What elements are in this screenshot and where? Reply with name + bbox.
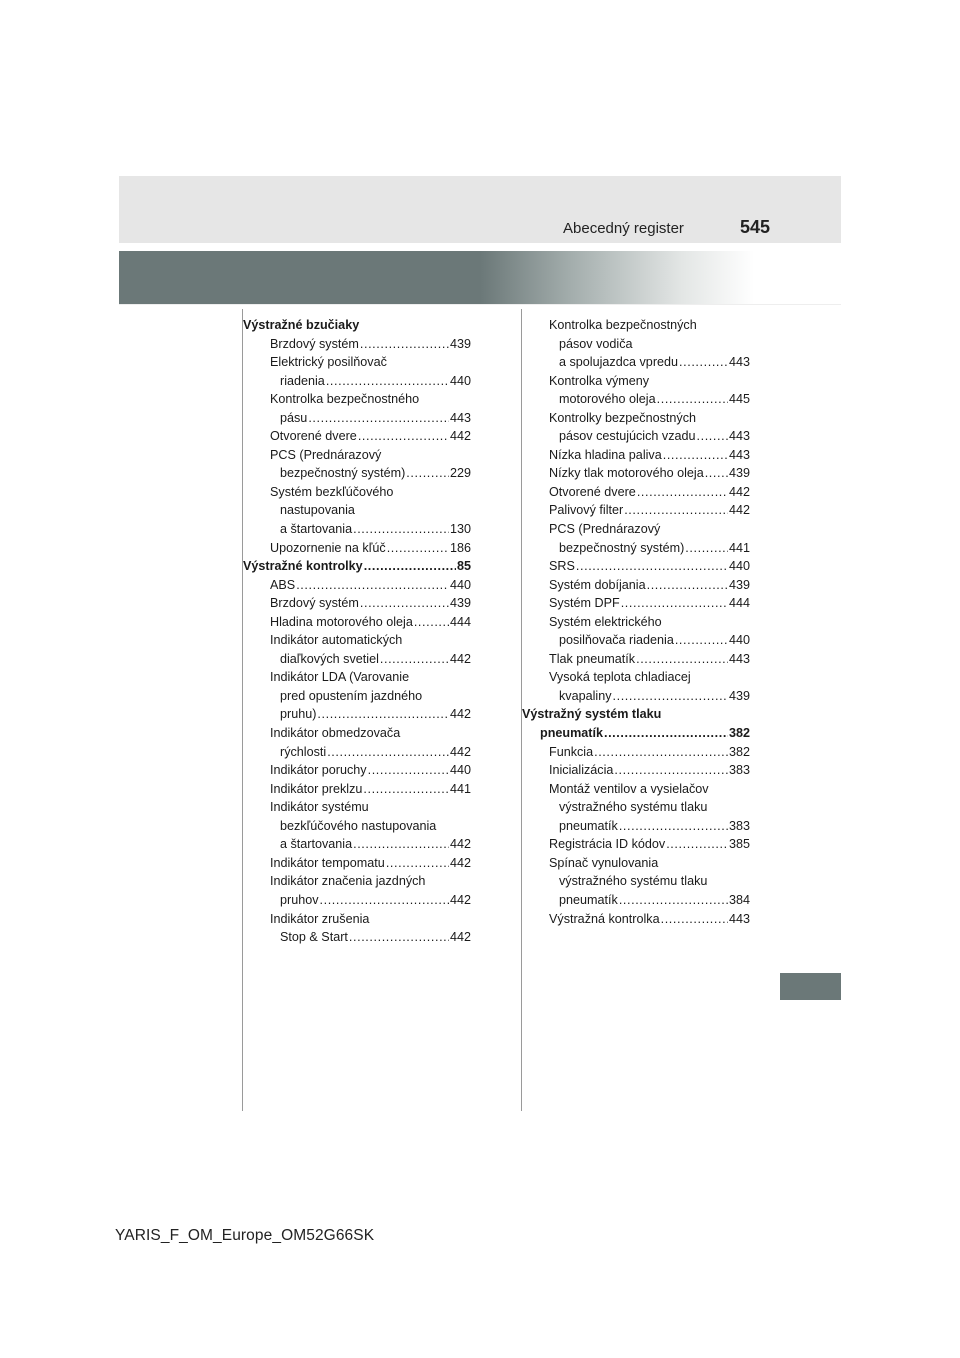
index-entry-page: 441 [728,540,750,555]
page-number: 545 [740,217,771,237]
header-divider [119,304,841,305]
dot-leader [666,835,728,854]
dot-leader [576,557,728,576]
dot-leader [368,761,449,780]
index-entry [522,613,750,632]
index-column-right [522,316,750,928]
index-entry [522,761,750,780]
dot-leader [679,353,728,372]
index-entry [243,427,471,446]
index-entry-page: 443 [728,651,750,666]
index-entry-page: 442 [449,429,471,444]
index-entry [243,724,471,743]
index-entry-text: Brzdový systém [270,596,359,611]
dot-leader [406,464,449,483]
index-entry [522,724,750,743]
index-entry-text: Výstražný systém tlaku [522,707,662,722]
dot-leader [705,464,728,483]
index-entry [522,520,750,539]
index-entry-page: 439 [449,336,471,351]
index-entry-text: Kontrolka výmeny [549,373,650,388]
index-entry-page: 439 [449,596,471,611]
index-entry-text: Elektrický posilňovač [270,355,387,370]
index-entry [522,668,750,687]
dot-leader [364,557,456,576]
index-entry [243,872,471,891]
index-entry-page: 441 [449,781,471,796]
dot-leader [636,650,728,669]
index-entry [243,446,471,465]
index-entry [522,446,750,465]
index-entry-page: 440 [728,559,750,574]
index-entry-page: 382 [728,726,750,741]
dot-leader [685,539,728,558]
index-entry [243,483,471,502]
index-entry [522,316,750,335]
index-entry [243,353,471,372]
dot-leader [604,724,728,743]
index-entry-page: 442 [449,744,471,759]
index-entry-page: 443 [449,410,471,425]
index-entry-text: Indikátor poruchy [270,763,367,778]
index-entry [522,631,750,650]
index-entry [243,576,471,595]
index-entry-page: 439 [728,688,750,703]
index-entry-text: Systém dobíjania [549,577,646,592]
header-band [119,176,841,243]
index-entry [522,483,750,502]
index-entry [522,687,750,706]
index-entry-text: bezkľúčového nastupovania [280,818,437,833]
index-entry [522,594,750,613]
dot-leader [296,576,449,595]
dot-leader [320,891,449,910]
index-entry [522,576,750,595]
index-entry-text: PCS (Prednárazový [270,447,382,462]
index-entry-text: pásov cestujúcich vzadu [559,429,696,444]
index-entry [522,854,750,873]
index-entry [243,594,471,613]
index-entry-page: 442 [449,892,471,907]
index-entry-text: Palivový filter [549,503,624,518]
index-entry-text: Systém DPF [549,596,620,611]
index-entry [522,872,750,891]
index-entry-page: 439 [728,577,750,592]
index-entry-text: Indikátor značenia jazdných [270,874,426,889]
index-entry [243,761,471,780]
dot-leader [363,780,449,799]
index-entry-text: pásov vodiča [559,336,633,351]
index-entry-page: 443 [728,911,750,926]
index-entry-text: Indikátor obmedzovača [270,726,401,741]
index-entry [243,743,471,762]
index-entry [243,650,471,669]
dot-leader [353,520,449,539]
index-entry [243,668,471,687]
index-entry-text: výstražného systému tlaku [559,800,708,815]
index-entry-text: Inicializácia [549,763,614,778]
index-entry-text: Výstražné bzučiaky [243,318,360,332]
index-entry-text: posilňovača riadenia [559,633,674,648]
index-entry [522,650,750,669]
index-entry [243,464,471,483]
index-entry-text: Indikátor systému [270,800,369,815]
index-entry-text: pneumatík [559,892,618,907]
index-entry-page: 442 [449,707,471,722]
index-entry [522,705,750,724]
index-entry-text: pneumatík [540,726,603,741]
index-entry-text: Systém bezkľúčového [270,484,394,499]
index-entry-page: 186 [449,540,471,555]
dot-leader [317,705,449,724]
index-entry-text: Indikátor automatických [270,633,403,648]
index-entry-text: výstražného systému tlaku [559,874,708,889]
index-entry-page: 439 [728,466,750,481]
index-entry [522,372,750,391]
index-entry-text: Spínač vynulovania [549,855,659,870]
dot-leader [353,835,449,854]
index-entry-page: 85 [456,559,471,574]
dot-leader [647,576,728,595]
index-entry-text: a štartovania [280,837,353,852]
index-entry [243,557,471,576]
index-entry-page: 130 [449,522,471,537]
index-entry-text: Brzdový systém [270,336,359,351]
index-entry-page: 440 [449,763,471,778]
dot-leader [619,891,728,910]
dot-leader [358,427,449,446]
index-entry-text: Kontrolka bezpečnostných [549,318,697,332]
index-entry [522,910,750,929]
index-entry [243,390,471,409]
index-entry-page: 443 [728,429,750,444]
dot-leader [360,594,449,613]
index-entry-page: 442 [449,855,471,870]
index-column-left [243,316,471,947]
index-entry-page: 384 [728,892,750,907]
dot-leader [697,427,728,446]
index-entry-text: Kontrolky bezpečnostných [549,410,697,425]
index-entry-text: Tlak pneumatík [549,651,636,666]
dot-leader [614,761,728,780]
index-entry-page: 442 [449,837,471,852]
index-entry [243,520,471,539]
index-entry [522,780,750,799]
index-entry [243,910,471,929]
dot-leader [619,817,728,836]
dot-leader [624,501,728,520]
index-entry-text: PCS (Prednárazový [549,522,661,537]
index-entry-text: Otvorené dvere [549,484,636,499]
index-entry-text: Indikátor LDA (Varovanie [270,670,410,685]
dot-leader [414,613,449,632]
dot-leader [326,372,449,391]
index-entry-text: pneumatík [559,818,618,833]
index-entry-text: Hladina motorového oleja [270,614,413,629]
index-entry [522,743,750,762]
index-entry-text: Výstražná kontrolka [549,911,660,926]
index-entry [243,780,471,799]
index-entry-text: Vysoká teplota chladiacej [549,670,691,685]
index-entry-text: Kontrolka bezpečnostného [270,392,420,407]
index-entry [243,316,471,335]
index-entry [522,353,750,372]
index-entry [243,501,471,520]
index-entry-text: pásu [280,410,308,425]
dot-leader [387,539,449,558]
index-entry [522,891,750,910]
index-entry [522,798,750,817]
index-entry-text: bezpečnostný systém) [280,466,406,481]
index-entry-text: Upozornenie na kľúč [270,540,386,555]
index-entry-page: 444 [728,596,750,611]
document-footer: YARIS_F_OM_Europe_OM52G66SK [115,1227,375,1244]
index-entry-text: kvapaliny [559,688,612,703]
index-entry-text: Výstražné kontrolky [243,559,363,574]
index-entry [522,539,750,558]
dot-leader [327,743,449,762]
index-entry-text: SRS [549,559,575,574]
dot-leader [386,854,449,873]
index-entry-text: riadenia [280,373,325,388]
index-entry [243,687,471,706]
index-entry-text: Indikátor tempomatu [270,855,385,870]
dot-leader [663,446,728,465]
index-entry-text: Indikátor preklzu [270,781,363,796]
index-entry-text: a štartovania [280,522,353,537]
index-entry-text: pred opustením jazdného [280,688,423,703]
index-entry-text: Otvorené dvere [270,429,357,444]
index-entry-page: 383 [728,818,750,833]
index-side-tab [780,973,841,1000]
index-entry [522,427,750,446]
index-entry [522,817,750,836]
dot-leader [349,928,449,947]
index-entry [522,335,750,354]
section-title: Abecedný register [563,220,684,237]
index-entry-page: 442 [728,503,750,518]
index-entry [243,891,471,910]
decorative-gradient-bar [119,251,841,304]
index-entry-text: a spolujazdca vpredu [559,355,679,370]
index-entry-text: pruhov [280,892,319,907]
index-entry [522,390,750,409]
index-entry-page: 440 [449,373,471,388]
index-entry-text: Registrácia ID kódov [549,837,666,852]
index-entry-page: 382 [728,744,750,759]
dot-leader [360,335,449,354]
index-entry-text: Funkcia [549,744,594,759]
index-entry [243,409,471,428]
index-entry [522,409,750,428]
index-entry-text: ABS [270,577,296,592]
index-entry-text: diaľkových svetiel [280,651,379,666]
index-entry-page: 440 [449,577,471,592]
dot-leader [637,483,728,502]
index-entry [243,817,471,836]
index-entry [243,705,471,724]
index-entry-text: Systém elektrického [549,614,662,629]
index-entry [243,631,471,650]
dot-leader [613,687,728,706]
index-entry-text: rýchlosti [280,744,327,759]
index-entry-text: Nízky tlak motorového oleja [549,466,704,481]
index-entry-page: 442 [449,930,471,945]
dot-leader [675,631,728,650]
index-entry-page: 442 [449,651,471,666]
index-entry-page: 385 [728,837,750,852]
index-entry [522,464,750,483]
index-entry-page: 445 [728,392,750,407]
index-entry-text: bezpečnostný systém) [559,540,685,555]
index-entry-text: nastupovania [280,503,355,518]
dot-leader [661,910,728,929]
index-entry [243,798,471,817]
index-entry-text: Stop & Start [280,930,348,945]
index-entry-page: 443 [728,447,750,462]
dot-leader [380,650,449,669]
dot-leader [657,390,728,409]
index-entry-text: pruhu) [280,707,317,722]
dot-leader [308,409,449,428]
index-entry [522,501,750,520]
index-entry-text: motorového oleja [559,392,656,407]
index-entry-page: 442 [728,484,750,499]
index-entry [243,854,471,873]
index-entry [243,835,471,854]
index-entry [243,613,471,632]
dot-leader [594,743,728,762]
index-entry-text: Nízka hladina paliva [549,447,662,462]
index-entry [243,335,471,354]
index-entry-page: 440 [728,633,750,648]
index-entry-text: Montáž ventilov a vysielačov [549,781,709,796]
index-entry-page: 443 [728,355,750,370]
index-entry [243,928,471,947]
index-entry [522,835,750,854]
index-entry-page: 444 [449,614,471,629]
index-entry-text: Indikátor zrušenia [270,911,370,926]
index-entry [243,539,471,558]
index-entry [243,372,471,391]
index-entry-page: 229 [449,466,471,481]
index-entry [522,557,750,576]
index-entry-page: 383 [728,763,750,778]
dot-leader [621,594,728,613]
